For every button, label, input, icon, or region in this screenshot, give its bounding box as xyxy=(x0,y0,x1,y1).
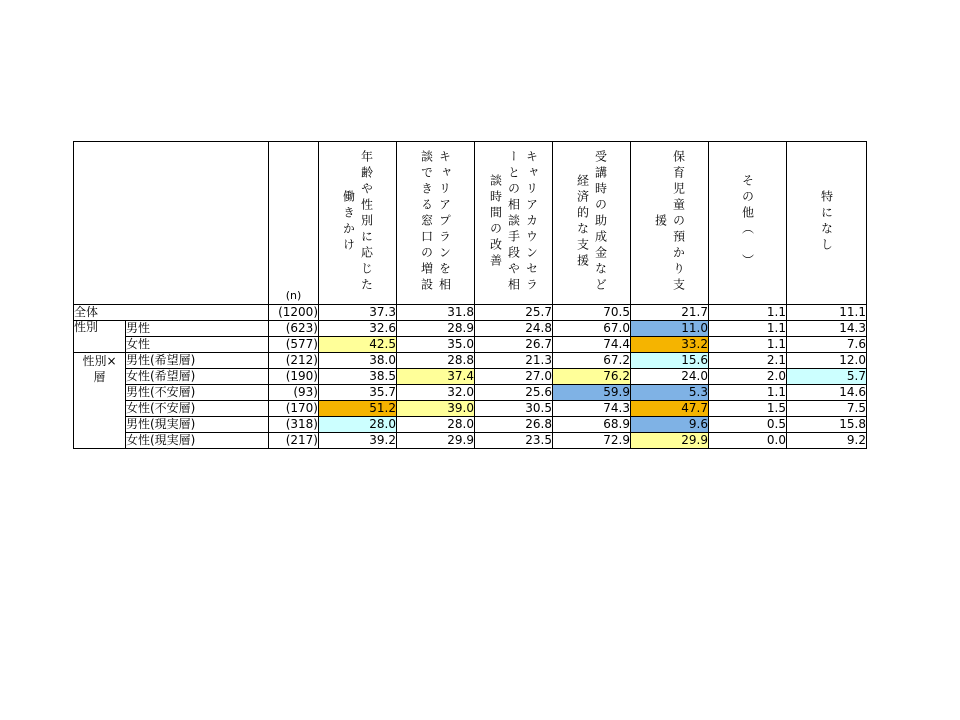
value-cell: 39.0 xyxy=(397,401,475,417)
table-row xyxy=(74,433,867,449)
value-cell: 1.1 xyxy=(709,321,787,337)
value-cell: 39.2 xyxy=(319,433,397,449)
value-cell: 25.7 xyxy=(475,305,553,321)
n-cell: (318) xyxy=(269,417,319,433)
n-cell: (577) xyxy=(269,337,319,353)
value-cell: 38.0 xyxy=(319,353,397,369)
table-row xyxy=(74,353,867,369)
row-label: 男性(希望層) xyxy=(126,353,269,369)
value-cell: 29.9 xyxy=(631,433,709,449)
value-cell: 7.6 xyxy=(787,337,867,353)
value-cell: 9.6 xyxy=(631,417,709,433)
value-cell: 59.9 xyxy=(553,385,631,401)
value-cell: 31.8 xyxy=(397,305,475,321)
row-label: 男性(現実層) xyxy=(126,417,269,433)
survey-table xyxy=(73,141,867,449)
n-cell: (212) xyxy=(269,353,319,369)
question-header-2: キャリアプランを相談できる窓口の増設 xyxy=(397,142,475,305)
n-cell: (1200) xyxy=(269,305,319,321)
header-row xyxy=(74,142,867,305)
value-cell: 74.3 xyxy=(553,401,631,417)
value-cell: 14.6 xyxy=(787,385,867,401)
value-cell: 72.9 xyxy=(553,433,631,449)
value-cell: 9.2 xyxy=(787,433,867,449)
n-cell: (170) xyxy=(269,401,319,417)
value-cell: 28.0 xyxy=(397,417,475,433)
value-cell: 2.1 xyxy=(709,353,787,369)
value-cell: 76.2 xyxy=(553,369,631,385)
value-cell: 15.8 xyxy=(787,417,867,433)
value-cell: 42.5 xyxy=(319,337,397,353)
value-cell: 37.3 xyxy=(319,305,397,321)
row-label: 全体 xyxy=(74,305,269,321)
value-cell: 0.0 xyxy=(709,433,787,449)
row-label: 女性(希望層) xyxy=(126,369,269,385)
value-cell: 33.2 xyxy=(631,337,709,353)
row-label: 男性(不安層) xyxy=(126,385,269,401)
value-cell: 21.3 xyxy=(475,353,553,369)
value-cell: 24.0 xyxy=(631,369,709,385)
value-cell: 28.9 xyxy=(397,321,475,337)
group-label-line1: 性別× xyxy=(82,354,117,368)
value-cell: 11.1 xyxy=(787,305,867,321)
question-header-7: 特になし xyxy=(787,142,867,305)
value-cell: 32.0 xyxy=(397,385,475,401)
n-cell: (217) xyxy=(269,433,319,449)
value-cell: 0.5 xyxy=(709,417,787,433)
value-cell: 47.7 xyxy=(631,401,709,417)
value-cell: 15.6 xyxy=(631,353,709,369)
table-row xyxy=(74,337,867,353)
row-label: 男性 xyxy=(126,321,269,337)
value-cell: 1.1 xyxy=(709,385,787,401)
value-cell: 68.9 xyxy=(553,417,631,433)
n-cell: (93) xyxy=(269,385,319,401)
value-cell: 24.8 xyxy=(475,321,553,337)
question-header-3: キャリアカウンセラーとの相談手段や相談時間の改善 xyxy=(475,142,553,305)
group-label-sex-layer xyxy=(74,353,126,449)
value-cell: 2.0 xyxy=(709,369,787,385)
value-cell: 74.4 xyxy=(553,337,631,353)
value-cell: 1.5 xyxy=(709,401,787,417)
row-label: 女性(現実層) xyxy=(126,433,269,449)
value-cell: 35.0 xyxy=(397,337,475,353)
value-cell: 11.0 xyxy=(631,321,709,337)
value-cell: 5.3 xyxy=(631,385,709,401)
n-cell: (190) xyxy=(269,369,319,385)
row-label: 女性(不安層) xyxy=(126,401,269,417)
value-cell: 51.2 xyxy=(319,401,397,417)
value-cell: 25.6 xyxy=(475,385,553,401)
value-cell: 28.0 xyxy=(319,417,397,433)
table-row xyxy=(74,417,867,433)
value-cell: 67.0 xyxy=(553,321,631,337)
value-cell: 21.7 xyxy=(631,305,709,321)
table-row xyxy=(74,401,867,417)
table-row xyxy=(74,385,867,401)
value-cell: 35.7 xyxy=(319,385,397,401)
question-header-1: 年齢や性別に応じた働きかけ xyxy=(319,142,397,305)
table-row xyxy=(74,321,867,337)
value-cell: 37.4 xyxy=(397,369,475,385)
group-label-sex: 性別 xyxy=(74,321,126,353)
value-cell: 14.3 xyxy=(787,321,867,337)
value-cell: 26.7 xyxy=(475,337,553,353)
question-header-4: 受講時の助成金など経済的な支援 xyxy=(553,142,631,305)
question-header-5: 保育児童の預かり支援 xyxy=(631,142,709,305)
n-header: (n) xyxy=(269,142,319,305)
value-cell: 26.8 xyxy=(475,417,553,433)
value-cell: 67.2 xyxy=(553,353,631,369)
question-header-6: その他（ ） xyxy=(709,142,787,305)
value-cell: 12.0 xyxy=(787,353,867,369)
value-cell: 1.1 xyxy=(709,337,787,353)
value-cell: 70.5 xyxy=(553,305,631,321)
value-cell: 1.1 xyxy=(709,305,787,321)
header-corner xyxy=(74,142,269,305)
table-row-total xyxy=(74,305,867,321)
group-label-line2: 層 xyxy=(93,370,106,384)
value-cell: 7.5 xyxy=(787,401,867,417)
table-row xyxy=(74,369,867,385)
row-label: 女性 xyxy=(126,337,269,353)
value-cell: 38.5 xyxy=(319,369,397,385)
value-cell: 32.6 xyxy=(319,321,397,337)
value-cell: 29.9 xyxy=(397,433,475,449)
value-cell: 27.0 xyxy=(475,369,553,385)
value-cell: 28.8 xyxy=(397,353,475,369)
value-cell: 23.5 xyxy=(475,433,553,449)
value-cell: 5.7 xyxy=(787,369,867,385)
n-cell: (623) xyxy=(269,321,319,337)
value-cell: 30.5 xyxy=(475,401,553,417)
